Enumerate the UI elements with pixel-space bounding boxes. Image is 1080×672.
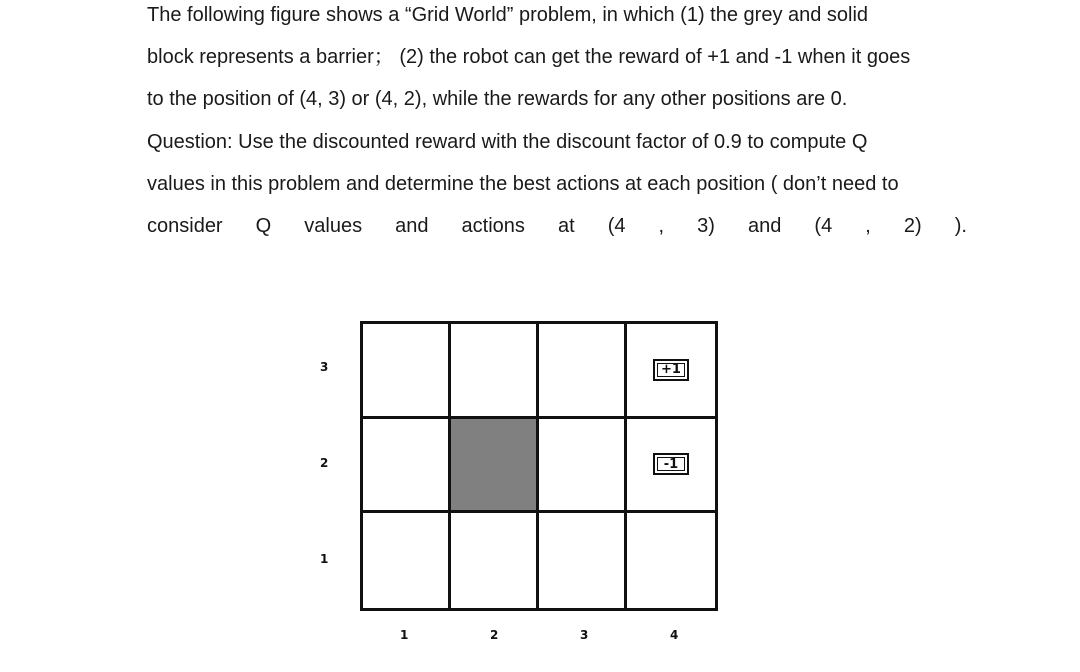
text-line-6 [147,211,967,241]
grid-cell-4-2 [627,419,715,514]
grid-world [360,321,718,611]
text-line-6-word: values [304,215,363,237]
col-label-1: 1 [400,628,409,642]
reward-box: -1 [653,453,689,475]
text-line-6-word: actions [461,215,525,237]
text-line-6-word: , [865,215,871,237]
row-label-1: 1 [320,552,329,566]
grid-cell-1-3 [363,324,451,419]
grid-cell-1-1 [363,513,451,608]
text-line-6-word: Q [255,215,272,237]
text-line-6-word: and [395,215,429,237]
row-label-2: 2 [320,456,329,470]
reward-box: +1 [653,359,689,381]
text-line-6-word: (4 [814,215,833,237]
text-line-6-word: (4 [607,215,626,237]
text-line-3: to the position of (4, 3) or (4, 2), while the rewards for any other positions are 0. [147,88,848,110]
grid-cell-4-1 [627,513,715,608]
text-line-6-word: consider [147,215,223,237]
col-label-3: 3 [580,628,589,642]
text-line-6-word: and [748,215,782,237]
text-line-6-word: at [557,215,575,237]
barrier-cell [451,419,539,514]
text-line-6-word: 2) [903,215,922,237]
row-label-3: 3 [320,360,329,374]
text-line-4: Question: Use the discounted reward with the discount factor of 0.9 to compute Q [147,131,868,153]
text-line-6-word: 3) [697,215,715,237]
grid-cell-2-3 [451,324,539,419]
text-line-6-word: , [658,215,665,237]
text-line-2: block represents a barrier； (2) the robot can get the reward of +1 and -1 when it goes [147,46,911,68]
col-label-4: 4 [670,628,679,642]
grid-cell-2-1 [451,513,539,608]
text-line-6-word: ). [954,215,967,237]
grid-cell-3-1 [539,513,627,608]
grid-cell-4-3 [627,324,715,419]
text-line-1: The following figure shows a “Grid World” problem, in which (1) the grey and solid [147,4,869,26]
grid-cell-3-2 [539,419,627,514]
grid-cell-3-3 [539,324,627,419]
text-line-5: values in this problem and determine the best actions at each position ( don’t need to [147,173,899,195]
col-label-2: 2 [490,628,499,642]
grid-world-figure [300,315,740,655]
grid-cell-1-2 [363,419,451,514]
